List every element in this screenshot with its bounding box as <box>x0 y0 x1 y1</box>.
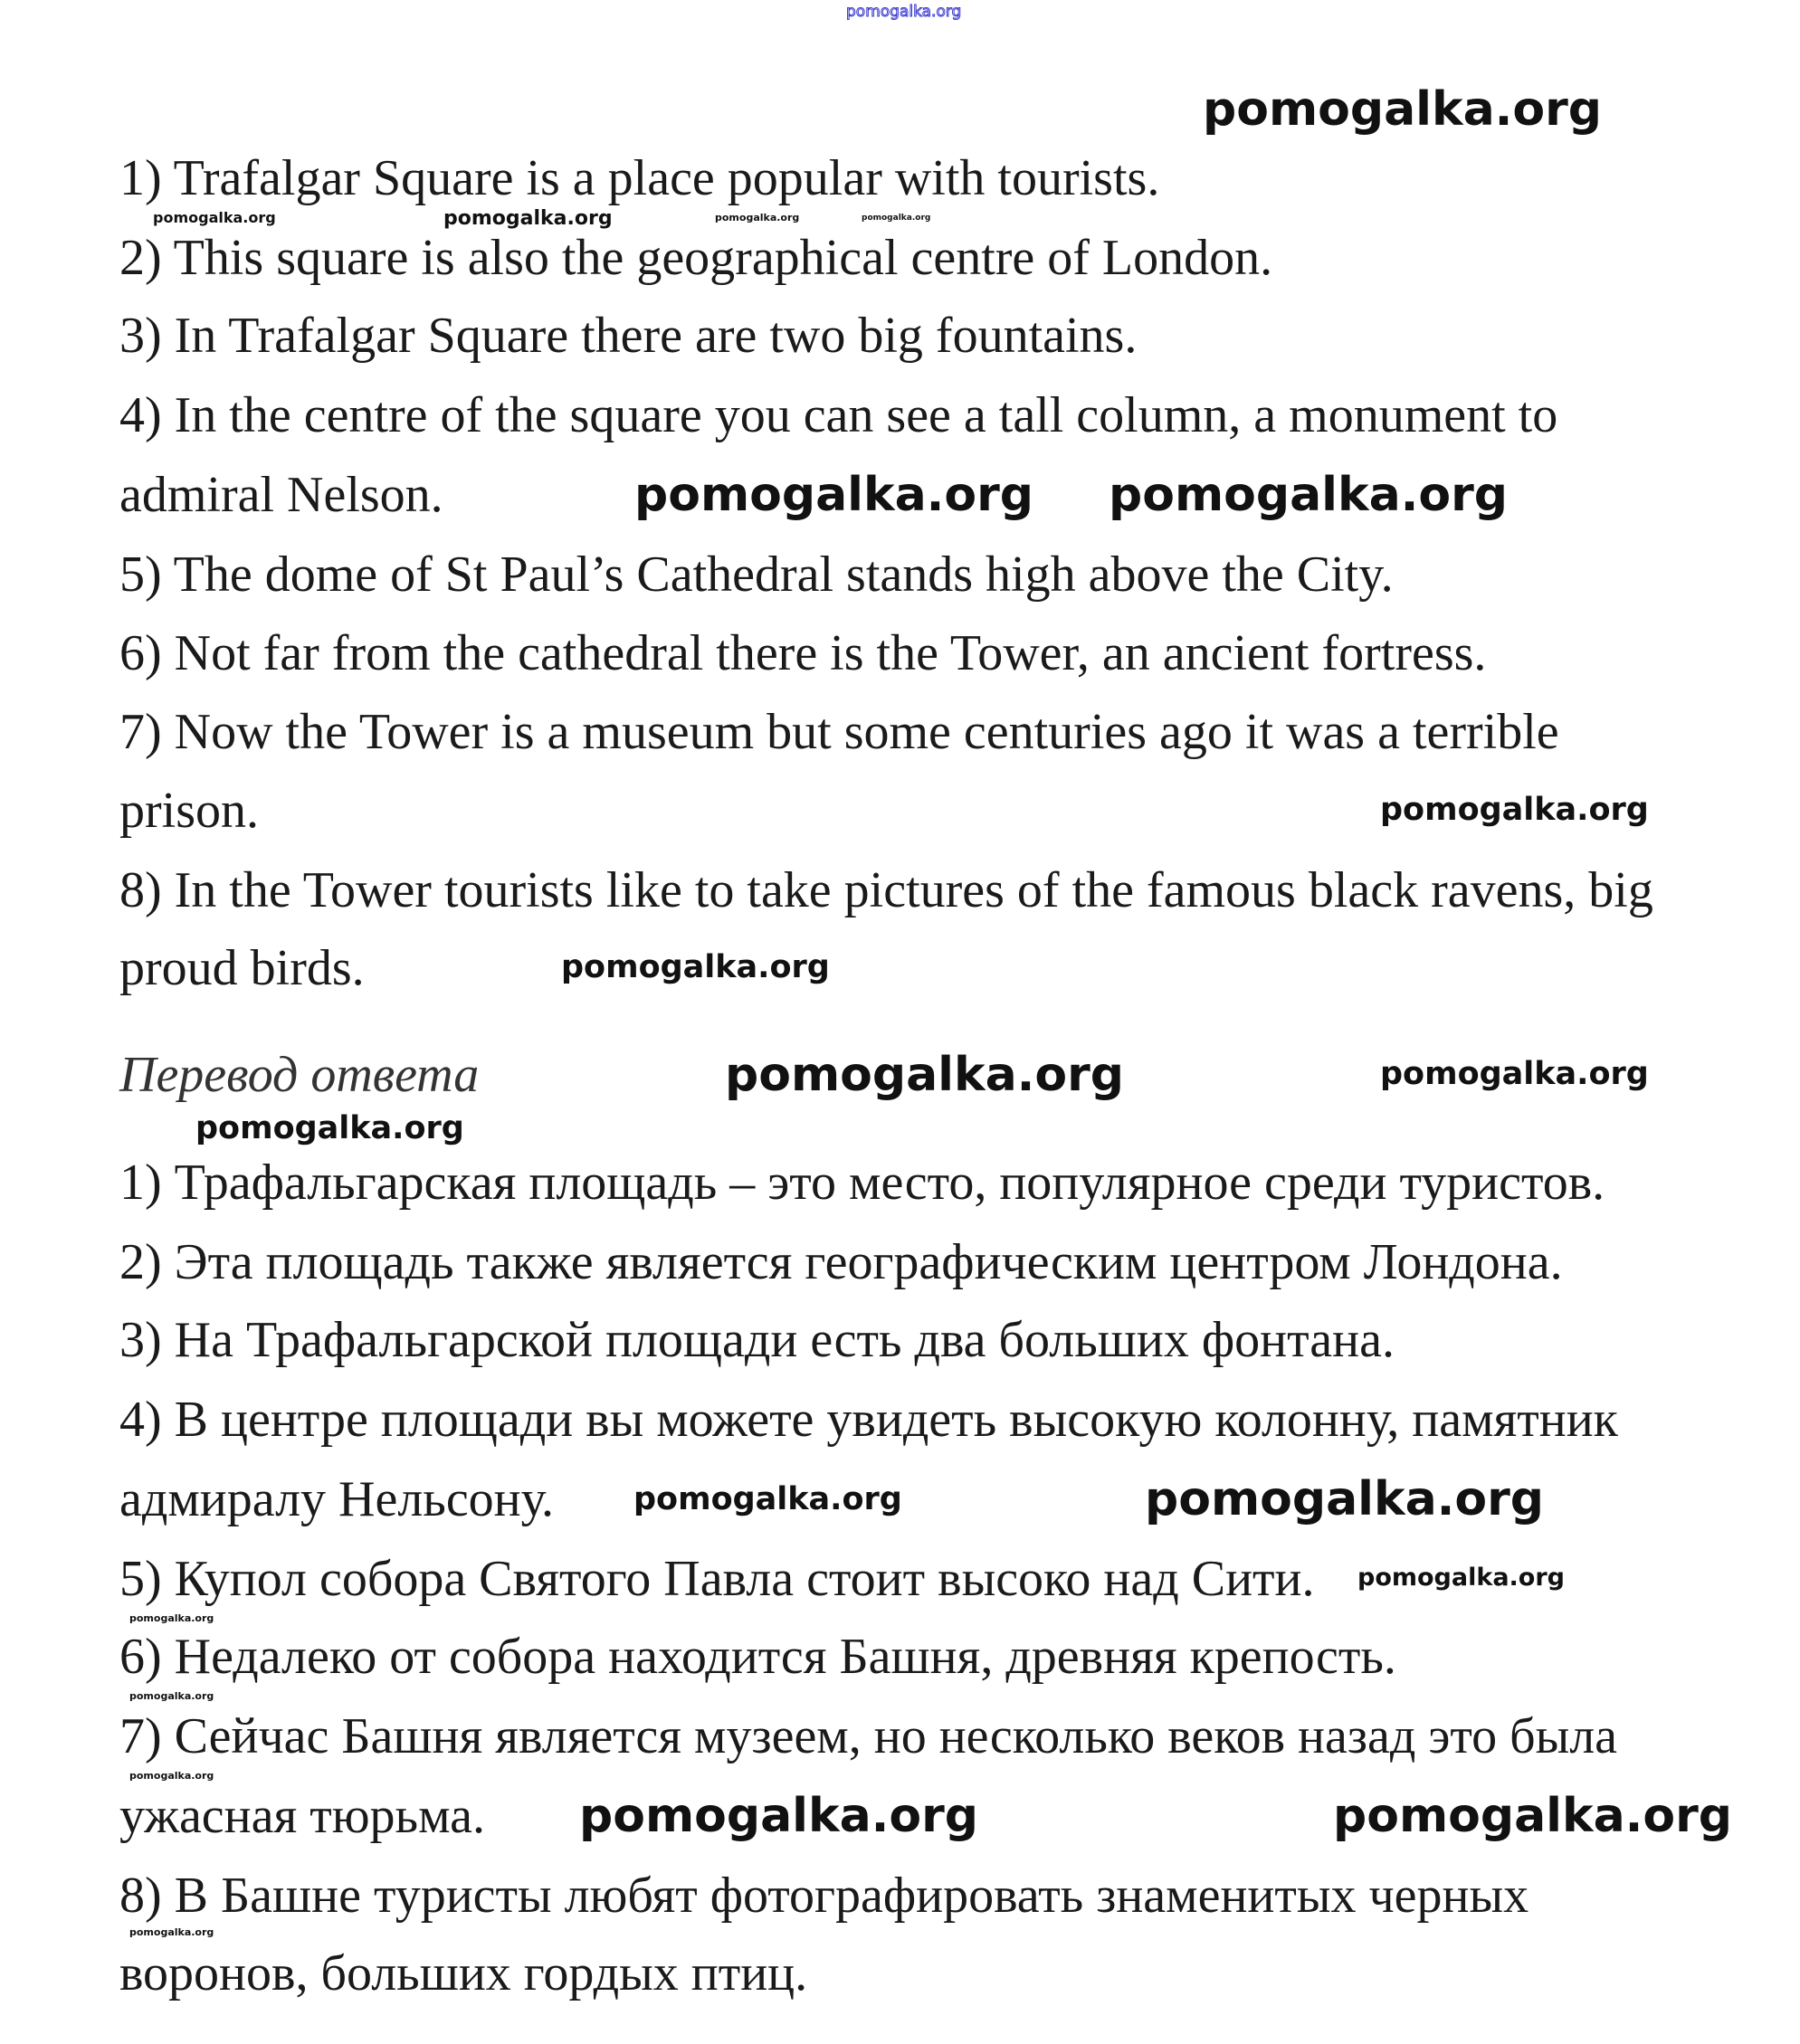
russian-line: адмиралу Нельсону. <box>119 1471 555 1527</box>
header-watermark[interactable]: pomogalka.org <box>846 3 962 21</box>
watermark: pomogalka.org <box>129 1926 214 1938</box>
watermark: pomogalka.org <box>633 1481 902 1517</box>
watermark: pomogalka.org <box>579 1789 979 1843</box>
english-line: 1) Trafalgar Square is a place popular with tourists. <box>119 150 1160 206</box>
watermark: pomogalka.org <box>129 1690 214 1702</box>
watermark: pomogalka.org <box>1109 468 1509 522</box>
watermark: pomogalka.org <box>443 207 613 230</box>
watermark: pomogalka.org <box>862 214 931 223</box>
english-line: prison. <box>119 783 259 839</box>
watermark: pomogalka.org <box>1145 1472 1545 1526</box>
watermark: pomogalka.org <box>129 1612 214 1624</box>
english-line: admiral Nelson. <box>119 467 443 523</box>
russian-line: 4) В центре площади вы можете увидеть высокую колонну, памятник <box>119 1392 1618 1448</box>
watermark: pomogalka.org <box>1357 1564 1565 1592</box>
watermark: pomogalka.org <box>1333 1789 1733 1843</box>
russian-line: ужасная тюрьма. <box>119 1788 486 1844</box>
english-line: 5) The dome of St Paul’s Cathedral stands high above the City. <box>119 547 1394 603</box>
watermark: pomogalka.org <box>561 949 830 985</box>
russian-line: 7) Сейчас Башня является музеем, но несколько веков назад это была <box>119 1708 1618 1764</box>
english-line: proud birds. <box>119 940 365 996</box>
english-line: 7) Now the Tower is a museum but some centuries ago it was a terrible <box>119 704 1559 760</box>
english-line: 6) Not far from the cathedral there is the Tower, an ancient fortress. <box>119 625 1487 681</box>
watermark: pomogalka.org <box>195 1110 464 1146</box>
watermark: pomogalka.org <box>129 1770 214 1782</box>
russian-line: 8) В Башне туристы любят фотографировать знаменитых черных <box>119 1868 1529 1924</box>
watermark: pomogalka.org <box>1380 792 1649 828</box>
watermark: pomogalka.org <box>634 468 1034 522</box>
english-line: 3) In Trafalgar Square there are two big fountains. <box>119 308 1138 364</box>
english-line: 2) This square is also the geographical centre of London. <box>119 230 1273 286</box>
watermark: pomogalka.org <box>715 212 800 223</box>
russian-line: 1) Трафальгарская площадь – это место, популярное среди туристов. <box>119 1155 1605 1211</box>
watermark: pomogalka.org <box>1203 82 1603 137</box>
watermark: pomogalka.org <box>1380 1056 1649 1092</box>
russian-line: 5) Купол собора Святого Павла стоит высоко над Сити. <box>119 1551 1315 1607</box>
watermark: pomogalka.org <box>153 209 276 226</box>
russian-line: 6) Недалеко от собора находится Башня, древняя крепость. <box>119 1629 1396 1685</box>
english-line: 8) In the Tower tourists like to take pictures of the famous black ravens, big <box>119 862 1653 918</box>
watermark: pomogalka.org <box>725 1048 1125 1102</box>
english-line: 4) In the centre of the square you can see a tall column, a monument to <box>119 387 1558 443</box>
russian-line: 2) Эта площадь также является географическим центром Лондона. <box>119 1234 1563 1290</box>
translation-heading: Перевод ответа <box>119 1047 480 1103</box>
russian-line: воронов, больших гордых птиц. <box>119 1945 808 2001</box>
russian-line: 3) На Трафальгарской площади есть два больших фонтана. <box>119 1312 1395 1368</box>
